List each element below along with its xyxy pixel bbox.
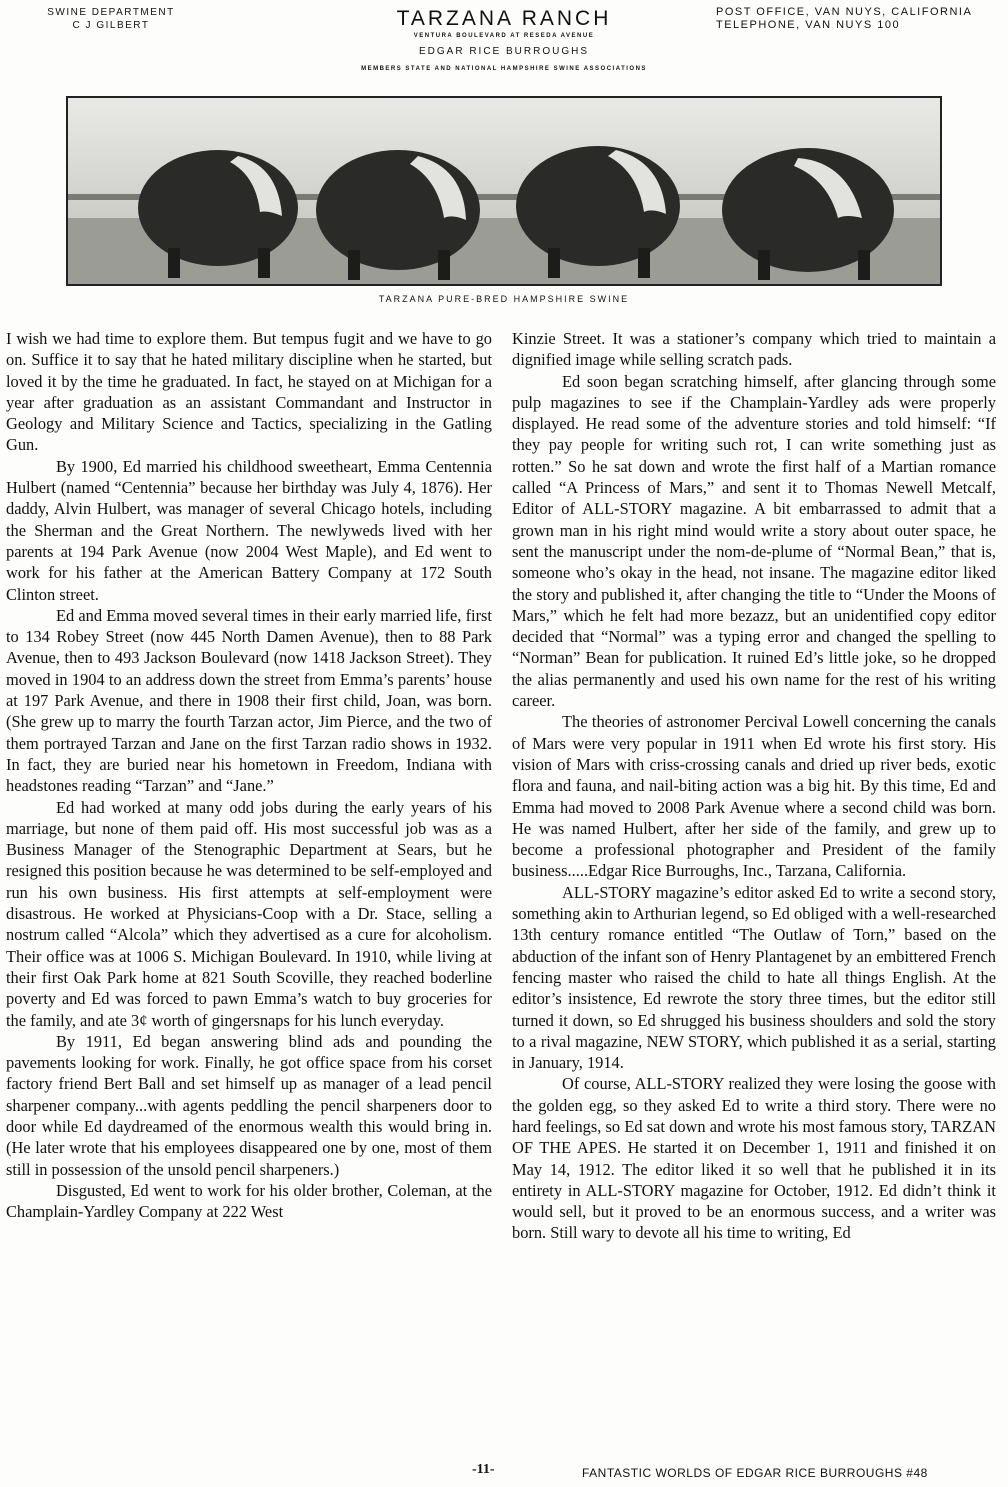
ranch-address: VENTURA BOULEVARD AT RESEDA AVENUE: [413, 33, 595, 39]
post-office-line: POST OFFICE, VAN NUYS, CALIFORNIA: [716, 6, 973, 18]
department-label: SWINE DEPARTMENT: [47, 7, 175, 18]
paragraph: By 1911, Ed began answering blind ads and pounding the pavements looking for work. Finally, he got office space from his corset factory friend Bert Ball and set himself up as manager of a lead pencil sharpener company...with agents peddling the pencil sharpeners door to door while Ed daydreamed of the enormous wealth this would bring in. (He later wrote that his employees disappeared one by one, most of them still in possession of the unsold pencil sharpeners.): [6, 1031, 492, 1179]
ranch-title: TARZANA RANCH: [396, 7, 612, 30]
paragraph: Ed and Emma moved several times in their early married life, first to 134 Robey Street (now 445 North Damen Avenue), then to 88 Park Avenue, then to 493 Jackson Boulevard (now 1418 Jackson Street). They moved in 1904 to an address down the street from Emma’s parents’ house at 197 Park Avenue, and there in 1908 their first child, Joan, was born. (She grew up to marry the fourth Tarzan actor, Jim Pierce, and the two of them portrayed Tarzan and Jane on the first Tarzan radio shows in 1932. In fact, they are buried near his hometown in Freedom, Indiana with headstones reading “Tarzan” and “Jane.”: [6, 605, 492, 796]
ranch-memberships: MEMBERS STATE AND NATIONAL HAMPSHIRE SWINE ASSOCIATIONS: [361, 66, 647, 72]
hogs-illustration: [68, 98, 940, 284]
paragraph: The theories of astronomer Percival Lowell concerning the canals of Mars were very popular in 1911 when Ed wrote his first story. His vision of Mars with criss-crossing canals and dried up river beds, exotic flora and fauna, and nail-biting action was a big hit. By this time, Ed and Emma had moved to 2008 Park Avenue where a second child was born. He was named Hulbert, after her side of the family, and grew up to become a professional photographer and President of the family business.....Edgar Rice Burroughs, Inc., Tarzana, California.: [512, 712, 996, 881]
swine-photograph: [66, 96, 942, 286]
photo-caption: TARZANA PURE-BRED HAMPSHIRE SWINE: [378, 294, 630, 304]
paragraph: Kinzie Street. It was a stationer’s company which tried to maintain a dignified image while selling scratch pads.: [512, 329, 996, 370]
telephone-line: TELEPHONE, VAN NUYS 100: [716, 19, 901, 31]
paragraph: Ed soon began scratching himself, after glancing through some pulp magazines to see if the Champlain-Yardley ads were properly displayed. He read some of the adventure stories and told himself: “If they pay people for writing such rot, I can write something just as rotten.” So he sat down and wrote the first half of a Martian romance called “A Princess of Mars,” and sent it to Thomas Newell Metcalf, Editor of ALL-STORY magazine. A bit embarrassed to admit that a grown man in his right mind would write a story about outer space, he sent the manuscript under the nom-de-plume of “Normal Bean,” that is, someone who’s okay in the head, not insane. The magazine editor liked the story and published it, after changing the title to “Under the Moons of Mars,” which he felt had more bezazz, but an unidentified copy editor decided that “Normal” was a typing error and changed the spelling to “Norman” Bean for publication. It ruined Ed’s little joke, so he dropped the alias permanently and used his own name for the rest of his writing career.: [512, 371, 996, 711]
publication-title: FANTASTIC WORLDS OF EDGAR RICE BURROUGHS #48: [582, 1466, 928, 1480]
article-right-column: [512, 328, 996, 1244]
article-left-column: [6, 328, 492, 1222]
letterhead-masthead: [300, 6, 708, 74]
letterhead-contact: [716, 6, 986, 32]
ranch-owner: EDGAR RICE BURROUGHS: [418, 46, 589, 57]
paragraph: Ed had worked at many odd jobs during the early years of his marriage, but none of them paid off. His most successful job was as a Business Manager of the Stenographic Department at Sears, but he resigned this position because he was determined to be self-employed and run his own business. His first attempts at self-employment were disastrous. He worked at Physicians-Coop with a Dr. Stace, selling a nostrum called “Alcola” which they advertised as a cure for alcoholism. Their office was at 1006 S. Michigan Boulevard. In 1910, while living at their first Oak Park home at 821 South Scoville, they reached boderline poverty and Ed was forced to pawn Emma’s watch to buy groceries for the family, and ate 3¢ worth of gingersnaps for his lunch everyday.: [6, 797, 492, 1030]
paragraph: I wish we had time to explore them. But tempus fugit and we have to go on. Suffice it to say that he hated military discipline when he started, but loved it by the time he graduated. In fact, he stayed on at Michigan for a year after graduation as an assistant Commandant and Instructor in Geology and Military Science and Tactics, specializing in the Gatling Gun.: [6, 329, 492, 455]
department-manager: C J GILBERT: [72, 20, 150, 31]
paragraph: Of course, ALL-STORY realized they were losing the goose with the golden egg, so they asked Ed to write a third story. There were no hard feelings, so Ed sat down and wrote his most famous story, TARZAN OF THE APES. He started it on December 1, 1911 and finished it on May 14, 1912. The editor liked it so well that he published it in its entirety in ALL-STORY magazine for October, 1912. Ed didn’t think it would sell, but it proved to be an enormous success, and a writer was born. Still wary to devote all his time to writing, Ed: [512, 1074, 996, 1243]
paragraph: Disgusted, Ed went to work for his older brother, Coleman, at the Champlain-Yardley Company at 222 West: [6, 1180, 492, 1222]
paragraph: By 1900, Ed married his childhood sweetheart, Emma Centennia Hulbert (named “Centennia” because her birthday was July 4, 1876). Her daddy, Alvin Hulbert, was manager of several Chicago hotels, including the Sherman and the Great Northern. The newlyweds lived with her parents at 194 Park Avenue (now 2004 West Maple), and Ed went to work for his father at the American Battery Company at 172 South Clinton street.: [6, 456, 492, 604]
paragraph: ALL-STORY magazine’s editor asked Ed to write a second story, something akin to Arthurian legend, so Ed obliged with a well-researched 13th century romance entitled “The Outlaw of Torn,” based on the abduction of the infant son of Henry Plantagenet by an embittered French fencing master who raised the child to hate all things English. At the editor’s insistence, Ed rewrote the story three times, but the editor still turned it down, so Ed shrugged his business shoulders and sold the story to a rival magazine, NEW STORY, which published it as a serial, starting in January, 1914.: [512, 882, 996, 1073]
page-number: -11-: [472, 1462, 495, 1477]
letterhead-department: [26, 6, 196, 32]
